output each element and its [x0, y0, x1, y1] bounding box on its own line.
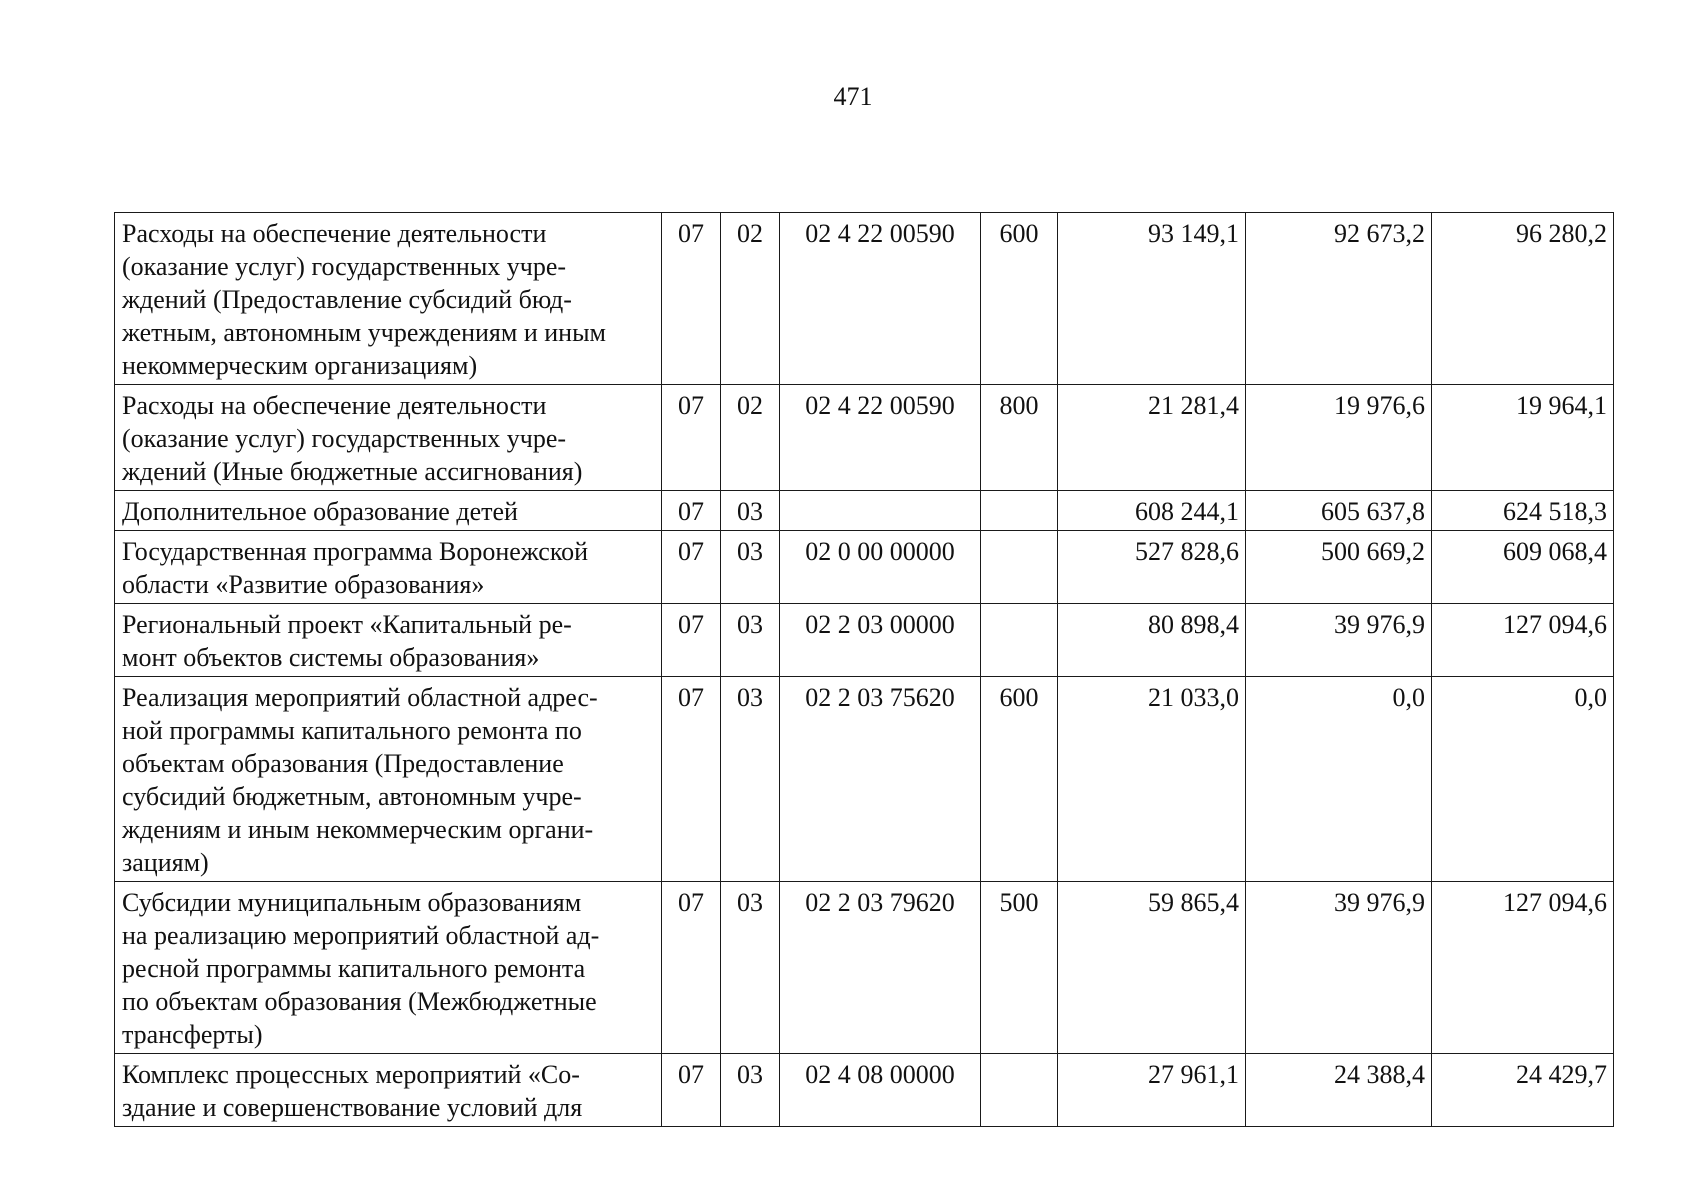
expense-type-cell: 800 [981, 385, 1058, 491]
expense-type-cell: 500 [981, 882, 1058, 1054]
item-name-line: Государственная программа Воронежской [122, 537, 589, 566]
subsection-code-cell: 03 [721, 882, 780, 1054]
item-name-line: трансферты) [122, 1020, 263, 1049]
table-row [115, 491, 1614, 531]
amount-year-1-cell: 80 898,4 [1058, 604, 1246, 677]
table-row [115, 213, 1614, 385]
target-article-cell: 02 2 03 00000 [780, 604, 981, 677]
item-name-line: Расходы на обеспечение деятельности [122, 219, 547, 248]
item-name-line: жетным, автономным учреждениям и иным [122, 318, 607, 347]
item-name-line: Комплекс процессных мероприятий «Со- [122, 1060, 580, 1089]
expense-type-cell: 600 [981, 213, 1058, 385]
item-name-line: Расходы на обеспечение деятельности [122, 391, 547, 420]
expense-type-cell [981, 531, 1058, 604]
amount-year-1-cell: 21 033,0 [1058, 677, 1246, 882]
amount-year-3-cell: 127 094,6 [1432, 604, 1614, 677]
amount-year-2-cell: 500 669,2 [1246, 531, 1432, 604]
expense-type-cell [981, 604, 1058, 677]
amount-year-1-cell: 27 961,1 [1058, 1054, 1246, 1127]
item-name-line: (оказание услуг) государственных учре- [122, 252, 567, 281]
amount-year-2-cell: 24 388,4 [1246, 1054, 1432, 1127]
target-article-cell [780, 491, 981, 531]
subsection-code-cell: 02 [721, 385, 780, 491]
section-code-cell: 07 [662, 531, 721, 604]
item-name-line: ресной программы капитального ремонта [122, 954, 586, 983]
item-name-line: субсидий бюджетным, автономным учре- [122, 782, 582, 811]
section-code-cell: 07 [662, 1054, 721, 1127]
item-name-line: ной программы капитального ремонта по [122, 716, 582, 745]
amount-year-1-cell: 527 828,6 [1058, 531, 1246, 604]
section-code-cell: 07 [662, 213, 721, 385]
section-code-cell: 07 [662, 882, 721, 1054]
amount-year-3-cell: 609 068,4 [1432, 531, 1614, 604]
amount-year-1-cell: 93 149,1 [1058, 213, 1246, 385]
amount-year-1-cell: 608 244,1 [1058, 491, 1246, 531]
item-name-line: ждениям и иным некоммерческим органи- [122, 815, 594, 844]
item-name-line: Дополнительное образование детей [122, 497, 518, 526]
item-name-line: Региональный проект «Капитальный ре- [122, 610, 572, 639]
table-row [115, 882, 1614, 1054]
item-name-line: ждений (Предоставление субсидий бюд- [122, 285, 572, 314]
subsection-code-cell: 03 [721, 531, 780, 604]
amount-year-2-cell: 19 976,6 [1246, 385, 1432, 491]
subsection-code-cell: 03 [721, 491, 780, 531]
item-name-line: области «Развитие образования» [122, 570, 485, 599]
table-row [115, 604, 1614, 677]
item-name-cell [115, 677, 662, 882]
expense-type-cell [981, 491, 1058, 531]
item-name-cell [115, 531, 662, 604]
target-article-cell: 02 0 00 00000 [780, 531, 981, 604]
budget-table [114, 212, 1614, 1127]
section-code-cell: 07 [662, 604, 721, 677]
amount-year-3-cell: 624 518,3 [1432, 491, 1614, 531]
item-name-line: Субсидии муниципальным образованиям [122, 888, 582, 917]
page-number: 471 [833, 82, 873, 111]
amount-year-3-cell: 24 429,7 [1432, 1054, 1614, 1127]
amount-year-2-cell: 39 976,9 [1246, 604, 1432, 677]
amount-year-3-cell: 96 280,2 [1432, 213, 1614, 385]
target-article-cell: 02 4 08 00000 [780, 1054, 981, 1127]
table-row [115, 1054, 1614, 1127]
subsection-code-cell: 03 [721, 604, 780, 677]
amount-year-2-cell: 39 976,9 [1246, 882, 1432, 1054]
amount-year-1-cell: 21 281,4 [1058, 385, 1246, 491]
expense-type-cell [981, 1054, 1058, 1127]
item-name-line: (оказание услуг) государственных учре- [122, 424, 567, 453]
target-article-cell: 02 2 03 75620 [780, 677, 981, 882]
section-code-cell: 07 [662, 491, 721, 531]
table-row [115, 531, 1614, 604]
expense-type-cell: 600 [981, 677, 1058, 882]
table-row [115, 677, 1614, 882]
table-row [115, 385, 1614, 491]
amount-year-2-cell: 92 673,2 [1246, 213, 1432, 385]
amount-year-1-cell: 59 865,4 [1058, 882, 1246, 1054]
subsection-code-cell: 03 [721, 677, 780, 882]
amount-year-3-cell: 0,0 [1432, 677, 1614, 882]
item-name-cell [115, 604, 662, 677]
subsection-code-cell: 03 [721, 1054, 780, 1127]
item-name-cell [115, 882, 662, 1054]
item-name-cell [115, 213, 662, 385]
amount-year-3-cell: 19 964,1 [1432, 385, 1614, 491]
section-code-cell: 07 [662, 385, 721, 491]
item-name-line: по объектам образования (Межбюджетные [122, 987, 597, 1016]
item-name-line: объектам образования (Предоставление [122, 749, 564, 778]
amount-year-2-cell: 605 637,8 [1246, 491, 1432, 531]
target-article-cell: 02 4 22 00590 [780, 385, 981, 491]
item-name-line: некоммерческим организациям) [122, 351, 478, 380]
item-name-cell [115, 491, 662, 531]
subsection-code-cell: 02 [721, 213, 780, 385]
amount-year-2-cell: 0,0 [1246, 677, 1432, 882]
item-name-line: монт объектов системы образования» [122, 643, 540, 672]
item-name-line: на реализацию мероприятий областной ад- [122, 921, 600, 950]
target-article-cell: 02 4 22 00590 [780, 213, 981, 385]
item-name-line: Реализация мероприятий областной адрес- [122, 683, 598, 712]
item-name-cell [115, 1054, 662, 1127]
item-name-line: здание и совершенствование условий для [122, 1093, 583, 1122]
amount-year-3-cell: 127 094,6 [1432, 882, 1614, 1054]
item-name-cell [115, 385, 662, 491]
target-article-cell: 02 2 03 79620 [780, 882, 981, 1054]
item-name-line: зациям) [122, 848, 209, 877]
item-name-line: ждений (Иные бюджетные ассигнования) [122, 457, 583, 486]
table-body [115, 213, 1614, 1127]
section-code-cell: 07 [662, 677, 721, 882]
